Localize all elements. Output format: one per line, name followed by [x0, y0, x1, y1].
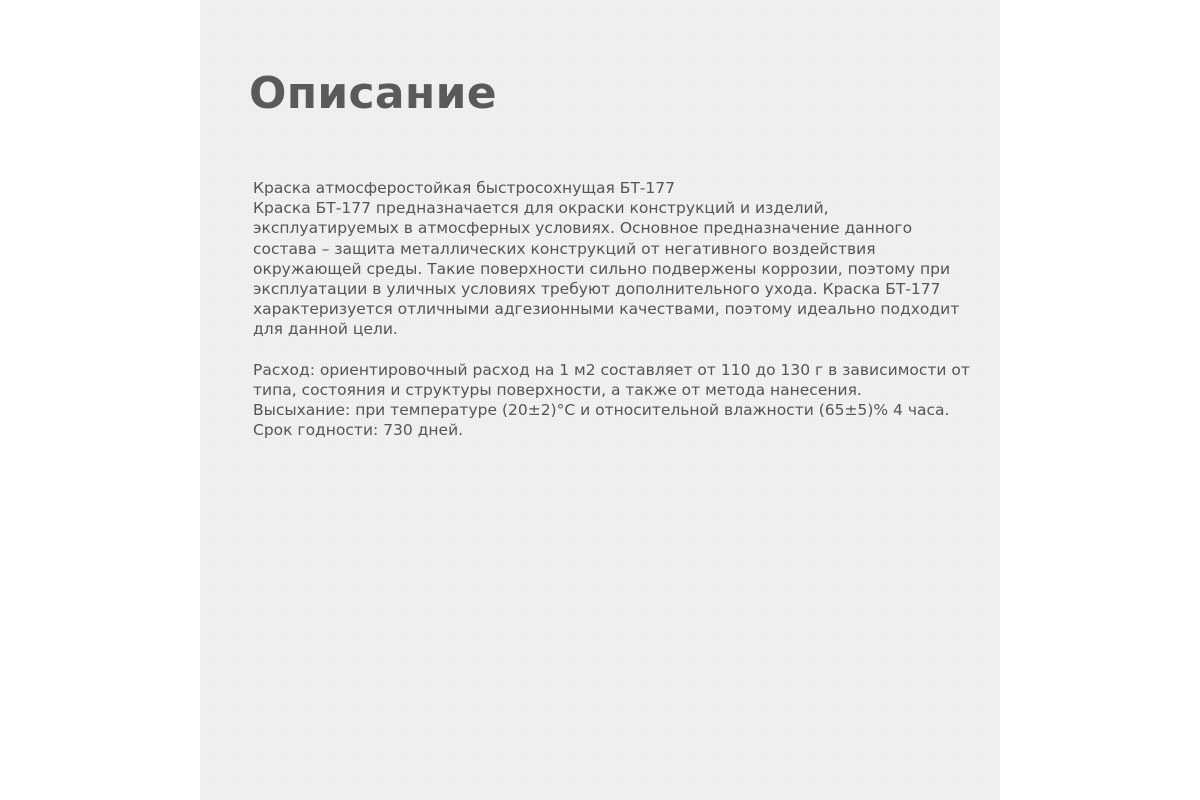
- text-line: Краска атмосферостойкая быстросохнущая БТ-177: [253, 179, 675, 197]
- spec-drying: Высыхание: при температуре (20±2)°С и относительной влажности (65±5)% 4 часа.: [253, 401, 950, 420]
- description-body: [253, 178, 993, 441]
- description-card: [200, 0, 1000, 800]
- paragraph-spacer: [253, 340, 993, 360]
- text-line: Краска БТ-177 предназначается для окраски конструкций и изделий,: [253, 199, 829, 218]
- text-line: характеризуется отличными адгезионными качествами, поэтому идеально подходит: [253, 300, 960, 319]
- text-line: состава – защита металлических конструкций от негативного воздействия: [253, 239, 876, 258]
- text-line: эксплуатации в уличных условиях требуют дополнительного ухода. Краска БТ-177: [253, 280, 941, 299]
- paragraph-specifications: [253, 360, 993, 441]
- page-title: Описание: [249, 68, 497, 119]
- paragraph-product-description: [253, 178, 993, 340]
- text-line: типа, состояния и структуры поверхности, а также от метода нанесения.: [253, 381, 862, 400]
- text-line: для данной цели.: [253, 320, 398, 339]
- spec-shelf-life: Срок годности: 730 дней.: [253, 421, 464, 440]
- text-line: эксплуатируемых в атмосферных условиях. Основное предназначение данного: [253, 219, 913, 238]
- spec-consumption: Расход: ориентировочный расход на 1 м2 составляет от 110 до 130 г в зависимости от: [253, 360, 970, 379]
- text-line: окружающей среды. Такие поверхности сильно подвержены коррозии, поэтому при: [253, 259, 951, 278]
